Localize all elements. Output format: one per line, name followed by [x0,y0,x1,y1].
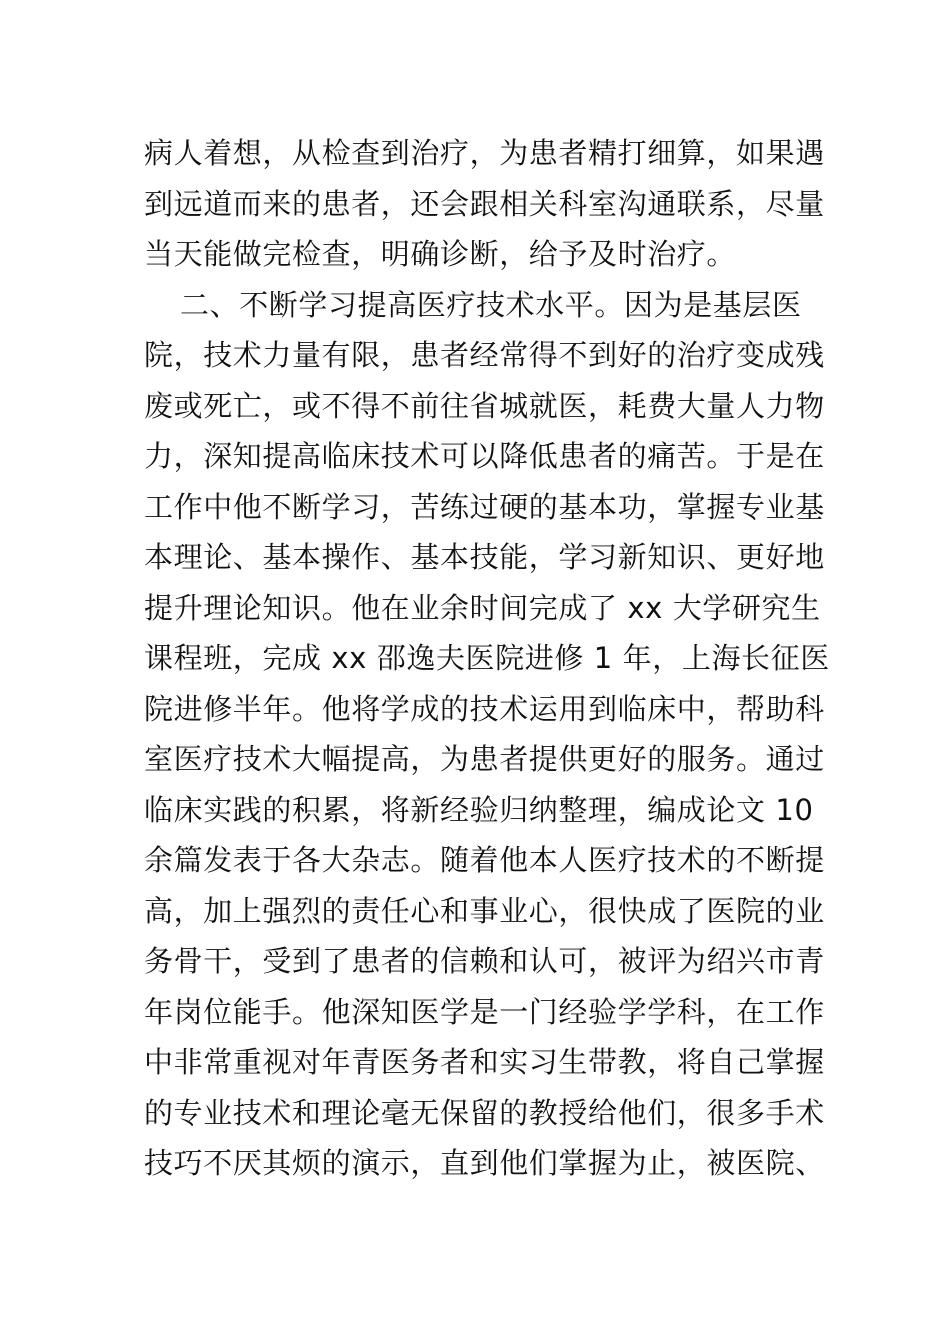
document-body [144,128,830,1189]
text-line: 提升理论知识。他在业余时间完成了 xx 大学研究生 [144,590,821,625]
text-line: 院进修半年。他将学成的技术运用到临床中，帮助科 [144,691,825,726]
text-line: 高，加上强烈的责任心和事业心，很快成了医院的业 [144,893,825,928]
text-line: 年岗位能手。他深知医学是一门经验学学科，在工作 [144,994,825,1029]
text-line: 的专业技术和理论毫无保留的教授给他们，很多手术 [144,1095,825,1130]
section-heading-line: 二、不断学习提高医疗技术水平。因为是基层医 [180,287,802,322]
text-line: 中非常重视对年青医务者和实习生带教，将自己掌握 [144,1045,825,1079]
text-line: 院，技术力量有限，患者经常得不到好的治疗变成残 [144,338,825,372]
text-line: 工作中他不断学习，苦练过硬的基本功，掌握专业基 [144,489,825,524]
text-line: 余篇发表于各大杂志。随着他本人医疗技术的不断提 [144,843,825,877]
text-line: 室医疗技术大幅提高，为患者提供更好的服务。通过 [144,742,825,776]
text-line: 临床实践的积累，将新经验归纳整理，编成论文 10 [144,792,814,827]
text-line: 力，深知提高临床技术可以降低患者的痛苦。于是在 [144,439,825,473]
text-line: 技巧不厌其烦的演示，直到他们掌握为止，被医院、 [144,1146,825,1180]
text-line: 务骨干，受到了患者的信赖和认可，被评为绍兴市青 [144,944,825,978]
text-line: 本理论、基本操作、基本技能，学习新知识、更好地 [144,540,825,574]
text-line: 到远道而来的患者，还会跟相关科室沟通联系，尽量 [144,186,825,221]
text-line: 课程班，完成 xx 邵逸夫医院进修 1 年，上海长征医 [144,641,830,675]
text-line: 当天能做完检查，明确诊断，给予及时治疗。 [144,237,737,271]
text-line: 废或死亡，或不得不前往省城就医，耗费大量人力物 [144,388,825,423]
text-line: 病人着想，从检查到治疗，为患者精打细算，如果遇 [144,136,825,170]
